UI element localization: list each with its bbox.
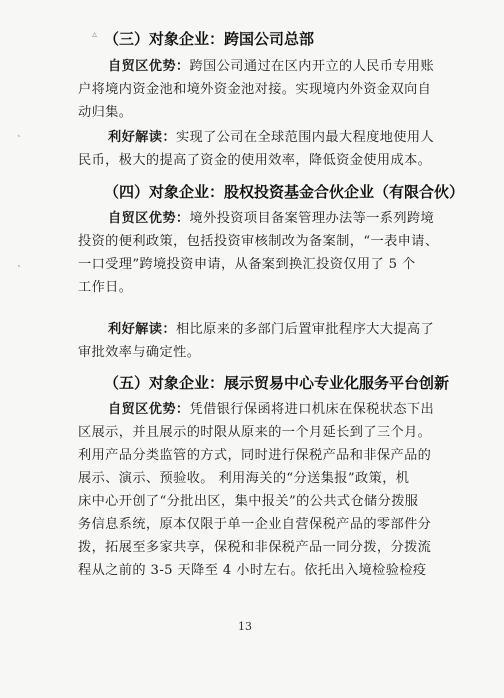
text-line: 投资的便利政策，包括投资审核制改为备案制，“一表申请、 xyxy=(78,234,439,249)
section-title: （五）对象企业：展示贸易中心专业化服务平台创新 xyxy=(104,374,450,392)
paragraph-lead: 自贸区优势： xyxy=(108,402,190,417)
paragraph-lead: 利好解读： xyxy=(108,130,176,145)
text-line: 境外投资项目备案管理办法等一系列跨境 xyxy=(189,211,435,226)
text-line: 跨国公司通过在区内开立的人民币专用账 xyxy=(189,59,435,74)
paragraph xyxy=(78,318,444,364)
paragraph xyxy=(78,398,444,582)
text-line: 工作日。 xyxy=(78,280,133,295)
paragraph-lead: 利好解读： xyxy=(108,322,176,337)
section-title: （四）对象企业：股权投资基金合伙企业（有限合伙） xyxy=(104,183,465,201)
text-line: 一口受理”跨境投资申请，从备案到换汇投资仅用了 5 个 xyxy=(78,257,416,272)
text-line: 凭借银行保函将进口机床在保税状态下出 xyxy=(189,402,435,417)
section-title: （三）对象企业：跨国公司总部 xyxy=(104,30,315,48)
text-line: 程从之前的 3-5 天降至 4 小时左右。依托出入境检验检疫 xyxy=(78,563,427,578)
text-line: 实现了公司在全球范围内最大程度地使用人 xyxy=(175,130,435,145)
paragraph-lead: 自贸区优势： xyxy=(108,211,190,226)
page-number: 13 xyxy=(238,620,252,633)
text-line: 利用产品分类监管的方式，同时进行保税产品和非保产品的 xyxy=(78,448,432,463)
scan-mark: ㆍ xyxy=(14,262,24,273)
text-line: 动归集。 xyxy=(78,105,133,120)
text-line: 相比原来的多部门后置审批程序大大提高了 xyxy=(175,322,435,337)
text-line: 展示、演示、预验收。 利用海关的“分送集报”政策，机 xyxy=(78,471,410,486)
text-line: 拨，拓展至多家共享，保税和非保税产品一同分拨，分拨流 xyxy=(78,540,432,555)
paragraph xyxy=(78,207,444,299)
text-line: 户将境内资金池和境外资金池对接。实现境内外资金双向自 xyxy=(78,82,432,97)
paragraph xyxy=(78,126,444,172)
paragraph xyxy=(78,55,444,124)
paragraph-lead: 自贸区优势： xyxy=(108,59,190,74)
scan-mark: ㆍ xyxy=(14,132,24,143)
text-line: 审批效率与确定性。 xyxy=(78,345,201,360)
text-line: 区展示，并且展示的时限从原来的一个月延长到了三个月。 xyxy=(78,425,432,440)
text-line: 床中心开创了“分批出区，集中报关”的公共式仓储分拨服 xyxy=(78,494,419,509)
text-line: 民币，极大的提高了资金的使用效率，降低资金使用成本。 xyxy=(78,153,432,168)
scan-mark: ▵ xyxy=(92,29,98,40)
text-line: 务信息系统，原本仅限于单一企业自营保税产品的零部件分 xyxy=(78,517,432,532)
